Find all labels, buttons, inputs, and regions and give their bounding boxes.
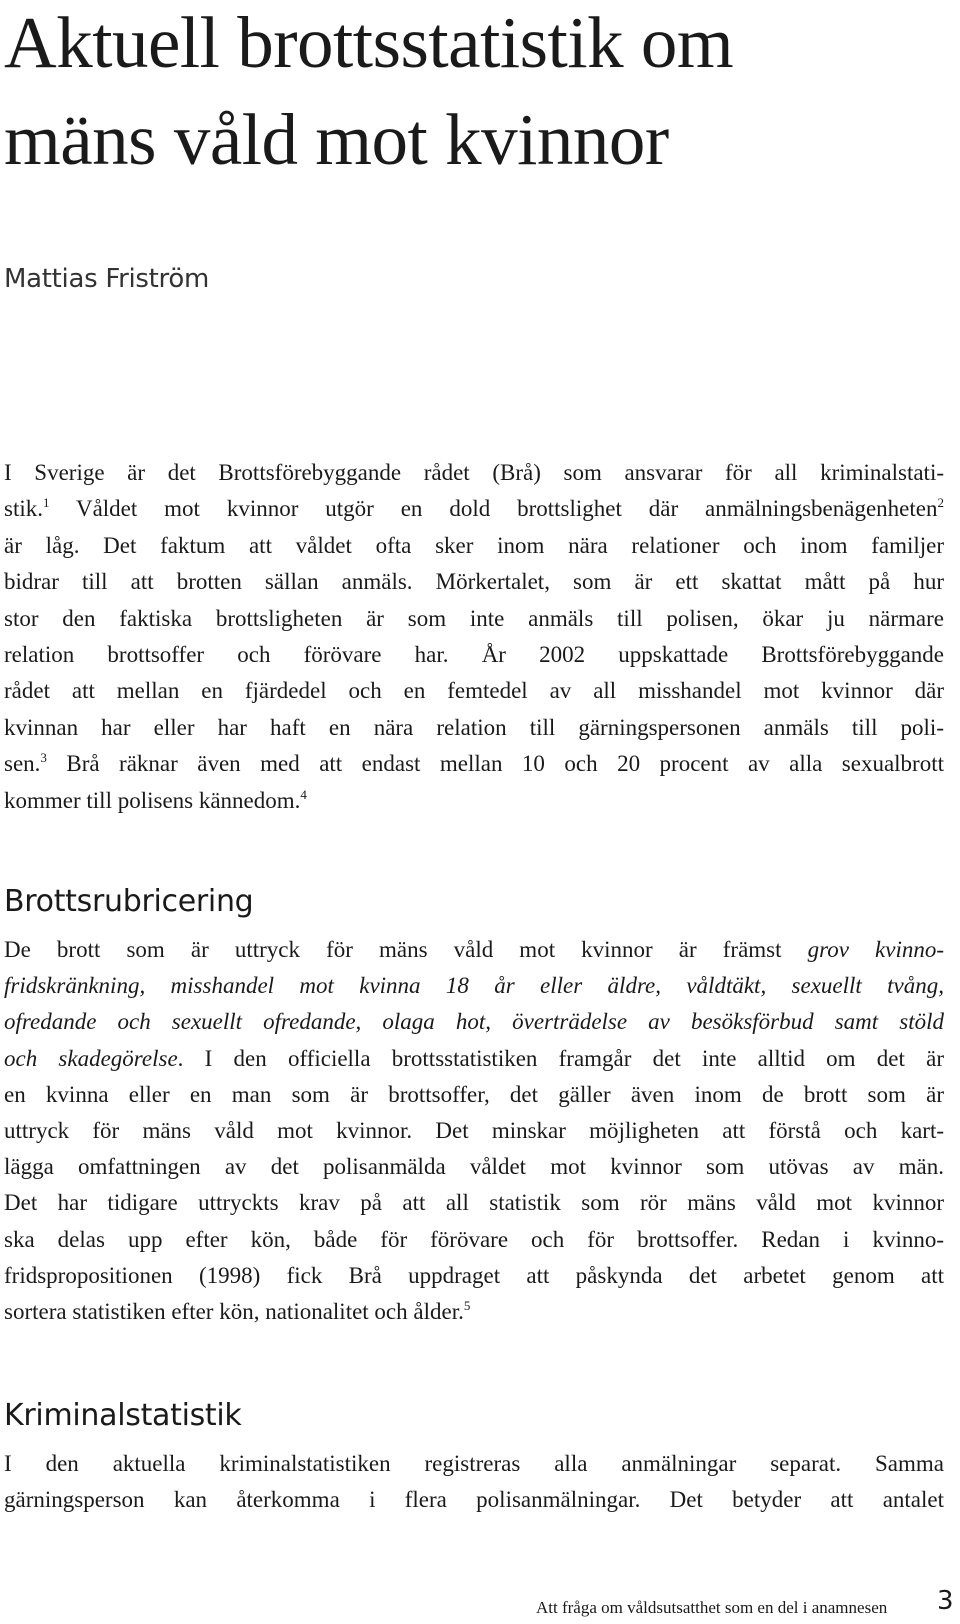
section-heading-kriminalstatistik: Kriminalstatistik xyxy=(4,1398,242,1433)
text-line: uttryck för mäns våld mot kvinnor. Det minskar möjligheten att förstå och kart- xyxy=(4,1118,944,1144)
section-heading-brottsrubricering: Brottsrubricering xyxy=(4,884,254,919)
kriminalstatistik-paragraph xyxy=(4,1446,944,1518)
text-line: bidrar till att brotten sällan anmäls. Mörkertalet, som är ett skattat mått på hur xyxy=(4,569,944,595)
text-line: kommer till polisens kännedom.$^4$ xyxy=(4,786,307,813)
brottsrubricering-paragraph xyxy=(4,932,944,1330)
text-line: stik.$^1$ Våldet mot kvinnor utgör en dold brottslighet där anmälningsbenägenheten$^2$ xyxy=(4,495,944,522)
running-footer: Att fråga om våldsutsatthet som en del i anamnesen xyxy=(536,1598,888,1617)
text-line: är låg. Det faktum att våldet ofta sker inom nära relationer och inom familjer xyxy=(4,532,944,558)
author-name: Mattias Friström xyxy=(4,264,209,294)
text-line: rådet att mellan en fjärdedel och en femtedel av all misshandel mot kvinnor där xyxy=(4,678,944,704)
text-line: lägga omfattningen av det polisanmälda våldet mot kvinnor som utövas av män. xyxy=(4,1154,944,1180)
text-line: gärningsperson kan återkomma i flera polisanmälningar. Det betyder att antalet xyxy=(4,1487,944,1512)
text-line: fridskränkning, misshandel mot kvinna 18 år eller äldre, våldtäkt, sexuellt tvång, xyxy=(4,973,944,999)
text-line: I Sverige är det Brottsförebyggande rådet (Brå) som ansvarar för all kriminalstati- xyxy=(4,460,944,485)
text-line: Det har tidigare uttryckts krav på att all statistik som rör mäns våld mot kvinnor xyxy=(4,1190,944,1216)
text-line: ska delas upp efter kön, både för förövare och för brottsoffer. Redan i kvinno- xyxy=(4,1226,944,1252)
intro-paragraph xyxy=(4,455,944,819)
text-line: och skadegörelse. I den officiella brottsstatistiken framgår det inte alltid om det är xyxy=(4,1045,944,1071)
footnote-ref-4: 4 xyxy=(300,786,307,802)
text-line: relation brottsoffer och förövare har. År 2002 uppskattade Brottsförebyggande xyxy=(4,642,944,668)
footnote-ref-3: 3 xyxy=(40,750,47,766)
text-line: sen.$^3$ Brå räknar även med att endast mellan 10 och 20 procent av alla sexualbrott xyxy=(4,750,944,777)
text-line: De brott som är uttryck för mäns våld mot kvinnor är främst grov kvinno- xyxy=(4,937,944,962)
text-line: en kvinna eller en man som är brottsoffer, det gäller även inom de brott som är xyxy=(4,1081,944,1107)
text-line: fridspropositionen (1998) fick Brå uppdraget att påskynda det arbetet genom att xyxy=(4,1262,944,1288)
text-line: kvinnan har eller har haft en nära relation till gärningspersonen anmäls till poli- xyxy=(4,714,944,740)
text-line: I den aktuella kriminalstatistiken registreras alla anmälningar separat. Samma xyxy=(4,1451,944,1476)
footnote-ref-2: 2 xyxy=(937,495,944,511)
page-number: 3 xyxy=(937,1586,954,1616)
title-line: mäns våld mot kvinnor xyxy=(4,99,669,180)
text-line: sortera statistiken efter kön, nationalitet och ålder.$^5$ xyxy=(4,1298,471,1325)
footnote-ref-1: 1 xyxy=(42,495,50,511)
text-line: ofredande och sexuellt ofredande, olaga hot, överträdelse av besöksförbud samt stöld xyxy=(4,1009,944,1035)
title-line: Aktuell brottsstatistik om xyxy=(4,2,734,83)
footnote-ref-5: 5 xyxy=(463,1298,471,1314)
article-title xyxy=(4,0,733,188)
text-line: stor den faktiska brottsligheten är som inte anmäls till polisen, ökar ju närmare xyxy=(4,605,944,631)
